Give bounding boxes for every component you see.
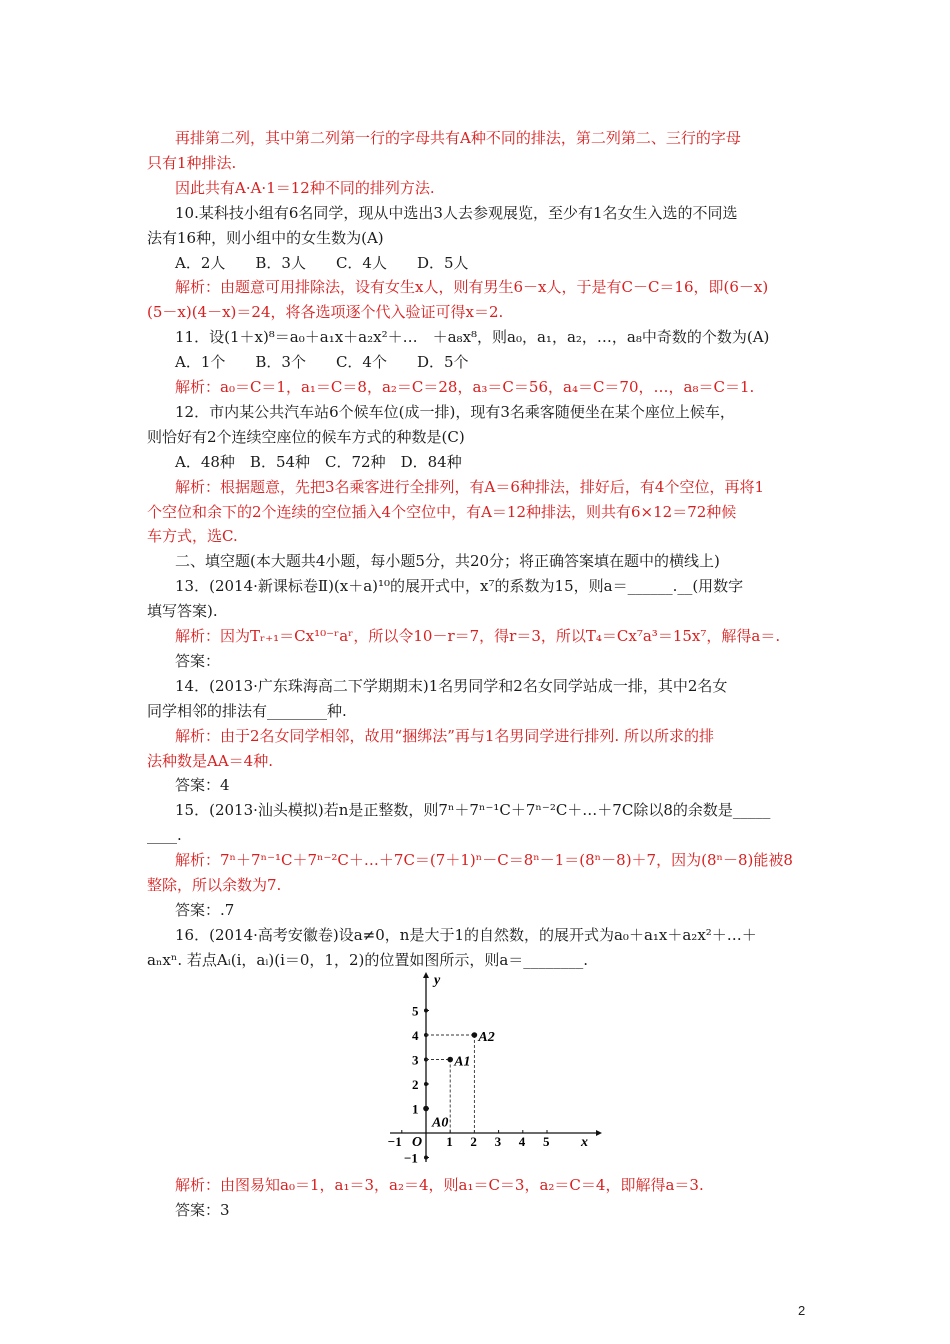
text-line: 答案： <box>175 652 221 670</box>
text-line: 车方式，选C. <box>147 527 238 545</box>
point-a2 <box>472 1032 478 1038</box>
page-number: 2 <box>798 1303 806 1318</box>
y-tick-dot <box>424 1156 428 1160</box>
text-line: 二、填空题(本大题共4小题，每小题5分，共20分；将正确答案填在题中的横线上) <box>175 552 720 570</box>
text-line: 解析：a₀＝C＝1，a₁＝C＝8，a₂＝C＝28，a₃＝C＝56，a₄＝C＝70，…，a₈＝C＝1. <box>175 378 755 396</box>
text-line: 答案：4 <box>175 776 230 794</box>
text-line: 13．(2014·新课标卷Ⅱ)(x＋a)¹⁰的展开式中，x⁷的系数为15，则a＝______.__(用数字 <box>175 577 744 595</box>
text-line: 答案：3 <box>175 1201 230 1219</box>
point-a1 <box>447 1057 453 1063</box>
y-axis-arrow <box>423 972 429 978</box>
y-tick-label: 3 <box>412 1052 419 1068</box>
text-line: A．1个 B．3个 C．4个 D．5个 <box>175 353 469 371</box>
text-line: 10.某科技小组有6名同学，现从中选出3人去参观展览，至少有1名女生入选的不同选 <box>175 204 738 222</box>
text-line: 解析：7ⁿ＋7ⁿ⁻¹C＋7ⁿ⁻²C＋…＋7C＝(7＋1)ⁿ－C＝8ⁿ－1＝(8ⁿ－8)＋7，因为(8ⁿ－8)能被8 <box>175 851 793 869</box>
coordinate-graph <box>382 970 602 1166</box>
text-line: A．2人 B．3人 C．4人 D．5人 <box>175 254 469 272</box>
text-line: 同学相邻的排法有________种. <box>147 702 347 720</box>
x-tick-label: 5 <box>543 1134 550 1149</box>
text-line: 再排第二列，其中第二列第一行的字母共有A种不同的排法，第二列第二、三行的字母 <box>175 129 741 147</box>
x-tick-label: 4 <box>518 1134 526 1149</box>
text-line: 15．(2013·汕头模拟)若n是正整数，则7ⁿ＋7ⁿ⁻¹C＋7ⁿ⁻²C＋…＋7C除以8的余数是_____ <box>175 801 771 819</box>
y-axis-label: y <box>434 973 441 988</box>
text-line: 解析：由图易知a₀＝1，a₁＝3，a₂＝4，则a₁＝C＝3，a₂＝C＝4，即解得a＝3. <box>175 1176 704 1194</box>
point-label: A0 <box>432 1115 449 1131</box>
text-line: aₙxⁿ. 若点Aᵢ(i，aᵢ)(i＝0，1，2)的位置如图所示，则a＝________. <box>147 951 589 969</box>
point-a0 <box>423 1106 429 1112</box>
text-line: 法种数是AA＝4种. <box>147 752 273 770</box>
text-line: 14．(2013·广东珠海高二下学期期末)1名男同学和2名女同学站成一排，其中2名女 <box>175 677 728 695</box>
text-line: A．48种 B．54种 C．72种 D．84种 <box>175 453 462 471</box>
x-tick-label: 2 <box>470 1134 477 1149</box>
x-axis-arrow <box>596 1130 602 1136</box>
y-tick-label: 4 <box>412 1028 419 1043</box>
y-tick-dot <box>424 1082 428 1086</box>
origin-label: O <box>412 1135 423 1150</box>
data-points <box>423 1030 495 1131</box>
text-line: 16．(2014·高考安徽卷)设a≠0，n是大于1的自然数，的展开式为a₀＋a₁x＋a₂x²＋…＋ <box>175 926 757 944</box>
text-line: 答案：.7 <box>175 901 235 919</box>
x-tick-label: −1 <box>387 1134 402 1149</box>
text-line: ____. <box>147 826 182 844</box>
text-line: 解析：因为Tᵣ₊₁＝Cx¹⁰⁻ʳaʳ，所以令10－r＝7，得r＝3，所以T₄＝Cx⁷a³＝15x⁷，解得a＝. <box>175 627 781 645</box>
text-line: 因此共有A·A·1＝12种不同的排列方法. <box>175 179 435 197</box>
point-label: A1 <box>454 1054 471 1070</box>
text-line: 个空位和余下的2个连续的空位插入4个空位中，有A＝12种排法，则共有6×12＝72种候 <box>147 503 737 521</box>
text-line: 12．市内某公共汽车站6个候车位(成一排)，现有3名乘客随便坐在某个座位上候车， <box>175 403 735 421</box>
text-line: 整除，所以余数为7. <box>147 876 282 894</box>
y-tick-label: 5 <box>412 1003 419 1019</box>
text-line: 法有16种，则小组中的女生数为(A) <box>147 229 384 247</box>
text-line: 则恰好有2个连续空座位的候车方式的种数是(C) <box>147 428 465 446</box>
point-label: A2 <box>478 1030 495 1045</box>
text-line: 解析：由题意可用排除法，设有女生x人，则有男生6－x人，于是有C－C＝16，即(6－x) <box>175 278 769 296</box>
text-line: (5－x)(4－x)＝24，将各选项逐个代入验证可得x＝2. <box>147 303 504 321</box>
text-line: 解析：由于2名女同学相邻，故用“捆绑法”再与1名男同学进行排列. 所以所求的排 <box>175 727 714 745</box>
y-tick-label: −1 <box>404 1150 418 1166</box>
x-axis-label: x <box>581 1135 588 1150</box>
text-line: 只有1种排法. <box>147 154 237 172</box>
x-tick-label: 1 <box>446 1134 453 1149</box>
text-line: 填写答案). <box>147 602 218 620</box>
x-tick-label: 3 <box>494 1134 502 1149</box>
text-line: 11．设(1＋x)⁸＝a₀＋a₁x＋a₂x²＋… ＋a₈x⁸，则a₀，a₁，a₂，…，a₈中奇数的个数为(A) <box>175 328 770 346</box>
y-tick-dot <box>424 1009 428 1013</box>
y-tick-label: 1 <box>412 1101 419 1117</box>
y-tick-label: 2 <box>412 1077 419 1092</box>
text-line: 解析：根据题意，先把3名乘客进行全排列，有A＝6种排法，排好后，有4个空位，再将1 <box>175 478 765 496</box>
